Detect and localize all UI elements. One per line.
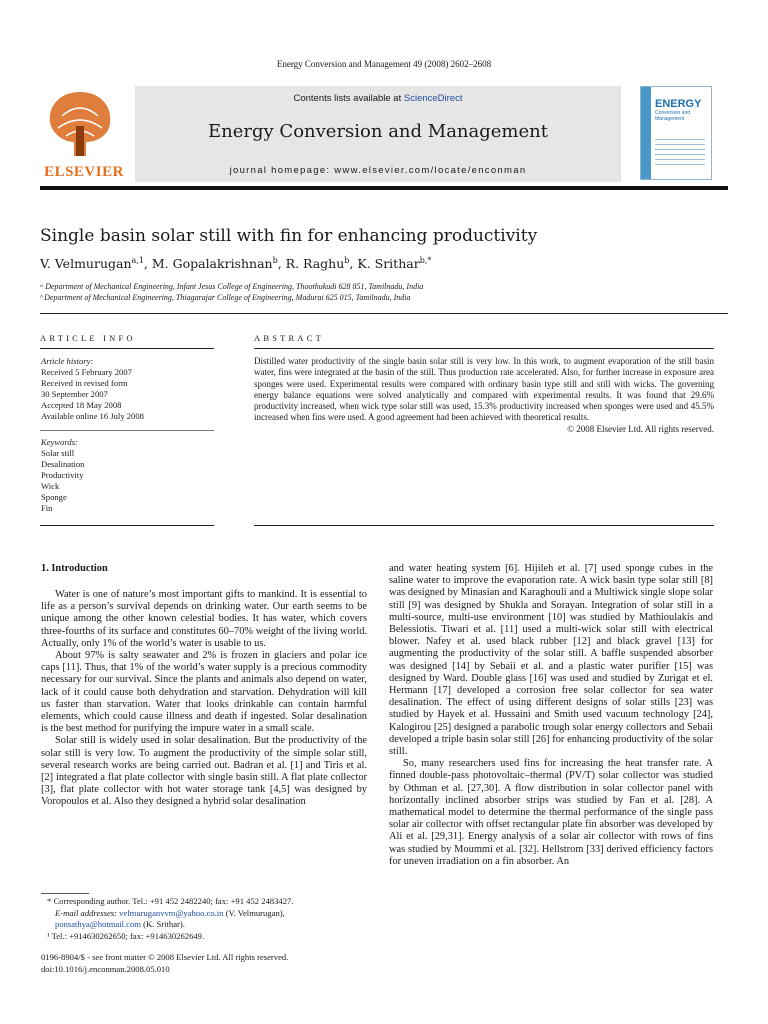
- keywords: [41, 437, 215, 514]
- abstract-copyright: © 2008 Elsevier Ltd. All rights reserved.: [567, 423, 714, 434]
- article-info-rule: [40, 348, 214, 349]
- email-link-velmurugan[interactable]: velmuruganvvm@yahoo.co.in: [119, 907, 224, 918]
- author-2-sup: b: [272, 256, 278, 265]
- cover-subtitle: Conversion and Management: [655, 110, 691, 122]
- doi-line[interactable]: doi:10.1016/j.enconman.2008.05.010: [41, 963, 170, 974]
- publisher-name: ELSEVIER: [44, 164, 124, 180]
- keyword-1: Solar still: [41, 448, 75, 458]
- keyword-2: Desalination: [41, 459, 85, 469]
- history-rule: [40, 430, 214, 431]
- author-1-sup: a,1: [131, 256, 144, 265]
- journal-name: Energy Conversion and Management: [208, 121, 548, 142]
- elsevier-logo: [40, 86, 128, 182]
- email-link-srithar[interactable]: ponsathya@hotmail.com: [55, 919, 141, 929]
- journal-citation: Energy Conversion and Management 49 (2008) 2602–2608: [276, 59, 492, 69]
- author-list: [40, 256, 431, 271]
- affiliation-b: ᵇ Department of Mechanical Engineering, Thiagarajar College of Engineering, Madurai 625 015, Tamilnadu, India: [40, 293, 411, 302]
- keywords-label: Keywords:: [41, 437, 78, 447]
- keyword-3: Productivity: [41, 470, 84, 480]
- keyword-6: Fin: [41, 503, 53, 513]
- journal-cover-thumbnail: [640, 86, 712, 180]
- footnote-corresponding: * Corresponding author. Tel.: +91 452 2482240; fax: +91 452 2483427.: [47, 896, 294, 906]
- cover-band: [641, 87, 651, 179]
- email-owner-1: (V. Velmurugan),: [223, 907, 285, 918]
- author-3-sup: b: [344, 256, 350, 265]
- abstract-bottom-rule: [254, 525, 714, 526]
- history-3: 30 September 2007: [41, 389, 108, 399]
- intro-paragraph-4: and water heating system [6]. Hijileh et al. [7] used sponge cubes in the saline water to improve the evaporation rate. A wick basin type solar still [8] was designed by Minasian and Karaghouli and a Multiwick single slope solar still [9] was designed by Shukla and Sorayan. Integration of solar still in a multi-source, multi-use environment [10] was studied by Mathioulakis and Belessiotis. Tiwari et al. [11] used a multi-wick solar still with electrical blower. Nafey et al. used black rubber [12] and black gravel [13] for augmenting the productivity of the solar still. A baffle suspended absorber was designed [14] by Sebaii et al. and a plastic water purifier [15] was designed by Ward. Double glass [16] was used and studied by Zurigat et el. Hermann [17] developed a corrosion free solar collector for sea water desalination. The effect of using different designs of solar stills [23] was studied by Hayek et al. Hussaini and Smith used vacuum technology [24], Kalogirou [25] designed a parabolic trough solar energy collectors and Sebaii developed a triple basin solar still [26] for enhancing productivity of the solar still.: [389, 563, 713, 758]
- intro-paragraph-1: Water is one of nature’s most important gifts to mankind. It is essential to life as a person’s survival depends on drinking water. Our earth seems to be unique among the other known celestial bodies. It has water, which covers three-fourths of its surface and constitutes 60–70% weight of the living world. Actually, only 1% of the world’s water is usable to us.: [41, 589, 367, 649]
- email-owner-2: (K. Srithar).: [140, 919, 185, 929]
- author-4-sup: b,*: [419, 256, 432, 265]
- email-label: E-mail addresses:: [55, 907, 117, 918]
- history-5: Available online 16 July 2008: [41, 411, 144, 421]
- issn-line: 0196-8904/$ - see front matter © 2008 Elsevier Ltd. All rights reserved.: [41, 952, 289, 962]
- front-matter: [41, 952, 441, 975]
- keyword-5: Sponge: [41, 492, 67, 502]
- abstract-heading: ABSTRACT: [254, 333, 324, 343]
- author-1: V. Velmurugan: [40, 256, 132, 272]
- journal-masthead: [135, 86, 621, 182]
- abstract-text: Distilled water productivity of the single basin solar still is very low. In this work, to augment evaporation of the still basin water, fins were integrated at the basin of the still. Thus production rate accelerated. Also, for further increase in exposure area sponges were used. Experimental results were compared with ordinary basin type still and still with wicks. The governing energy balance equations were solved analytically and compared with experimental results. It was found that 29.6% productivity increased, when wick type solar still was used, 15.3% productivity increased when sponges were used and 45.5% increased when fins were used. A good agreement had been achieved with theoretical results.: [254, 356, 714, 423]
- author-4: , K. Srithar: [349, 256, 420, 272]
- intro-paragraph-3: Solar still is widely used in solar desalination. But the productivity of the solar still is very low. To augment the productivity of the simple solar still, several research works are being carried out. Badran et al. [1] and Tiris et al. [2] integrated a flat plate collector with single basin still. A flat plate collector [3], flat plate collector with hot water storage tank [4,5] was designed by Voropoulos et al. Also they designed a hybrid solar desalination: [41, 735, 367, 808]
- intro-right-column: [389, 563, 713, 868]
- article-history: [41, 356, 215, 422]
- header-rule: [40, 186, 728, 190]
- intro-paragraph-2: About 97% is salty seawater and 2% is frozen in glaciers and polar ice caps [11]. Thus, that 1% of the world’s water supply is a precious commodity necessary for our survival. Since the plants and animals also depend on water, lack of it could cause both dehydration and starvation. Dehydration will kill us faster than starvation. Water that looks drinkable can contain harmful elements, which could cause illness and death if ingested. Solar desalination is the best method for purifying the impure water in a small scale.: [41, 650, 367, 735]
- author-3: , R. Raghu: [277, 256, 345, 272]
- keywords-rule: [40, 525, 214, 526]
- intro-left-column: [41, 589, 367, 809]
- history-1: Received 5 February 2007: [41, 367, 132, 377]
- footnote-emails: [41, 908, 367, 931]
- article-title: Single basin solar still with fin for enhancing productivity: [40, 226, 538, 246]
- history-label: Article history:: [41, 356, 94, 366]
- intro-paragraph-5: So, many researchers used fins for increasing the heat transfer rate. A finned double-pass photovoltaic–thermal (PV/T) solar collector was studied by Othman et al. [27,30]. A flow distribution in solar collector panel with horizontally inclined absorber strips was studied by Fan et al. [28]. A mathematical model to determine the thermal performance of the single pass solar air collector with offset rectangular plate fin absorber was developed by Ali et al. [29,31]. Energy analysis of a solar air collector with rows of fins was studied by Moummi et al. [32]. Hellstrom [33] derived efficiency factors for uneven irradiation on a fin absorber. An: [389, 758, 713, 867]
- section-heading-introduction: 1. Introduction: [41, 563, 108, 574]
- footnote-1: ¹ Tel.: +914630262650; fax: +914630262649.: [47, 930, 205, 941]
- sciencedirect-link[interactable]: ScienceDirect: [403, 93, 463, 104]
- affiliation-rule: [40, 313, 728, 314]
- journal-homepage[interactable]: journal homepage: www.elsevier.com/locate/enconman: [229, 165, 527, 176]
- affiliation-a: ᵃ Department of Mechanical Engineering, Infant Jesus College of Engineering, Thoothukudi 628 851, Tamilnadu, India: [40, 282, 424, 291]
- history-2: Received in revised form: [41, 378, 128, 388]
- cover-title: ENERGY: [655, 98, 702, 110]
- keyword-4: Wick: [41, 481, 60, 491]
- history-4: Accepted 18 May 2008: [41, 400, 122, 410]
- author-2: , M. Gopalakrishnan: [143, 256, 273, 272]
- article-info-heading: ARTICLE INFO: [40, 333, 136, 343]
- contents-line: [135, 93, 621, 104]
- footnotes: [41, 896, 367, 942]
- contents-prefix: Contents lists available at: [293, 93, 404, 104]
- footnote-rule: [41, 893, 89, 894]
- abstract-body: [254, 356, 714, 435]
- cover-decoration: [655, 139, 705, 169]
- abstract-rule: [254, 348, 714, 349]
- elsevier-tree-icon: [40, 86, 120, 158]
